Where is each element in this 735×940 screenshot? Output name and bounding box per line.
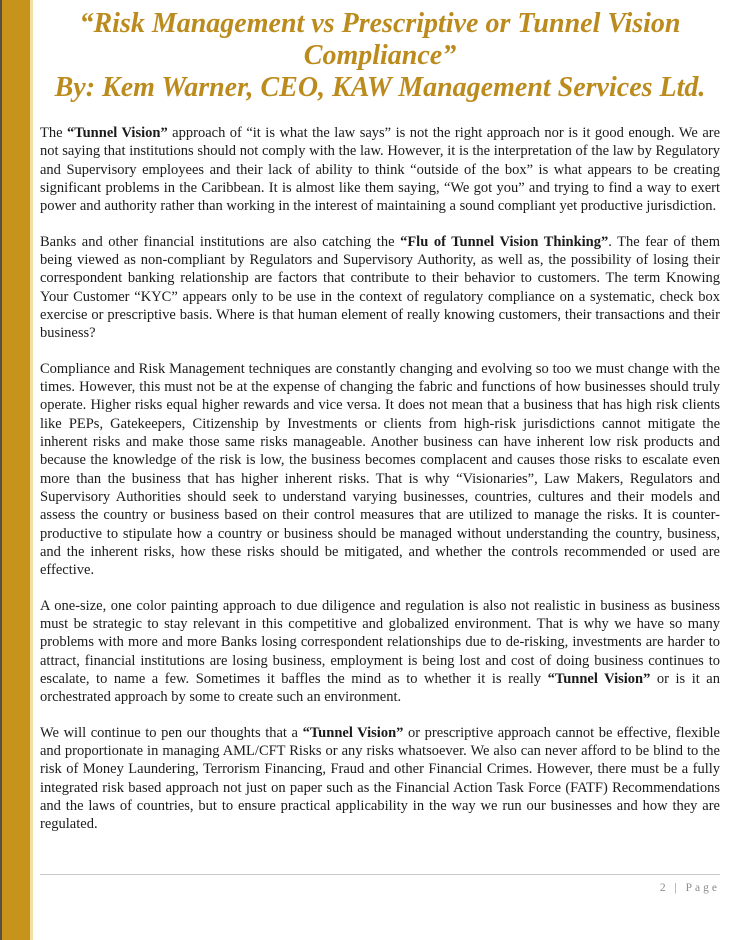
- paragraph: [40, 597, 720, 707]
- document-title: [40, 8, 720, 104]
- bold-text-run: “Tunnel Vision”: [547, 670, 651, 687]
- bold-text-run: “Tunnel Vision”: [302, 724, 404, 741]
- text-run: or prescriptive approach cannot be effective, flexible and proportionate in managing AML/CFT Risks or any risks whatsoever. We also can never afford to be blind to the risk of Money Laundering, Terrorism Financing, Fraud and other Financial Crimes. However, there must be a fully integrated risk based approach not just on paper such as the Financial Action Task Force (FATF) Recommendations and the laws of countries, but to ensure practical applicability in the way we run our businesses and how they are regulated.: [40, 724, 720, 833]
- text-run: Banks and other financial institutions are also catching the: [40, 233, 401, 250]
- title-line-2: Compliance”: [303, 40, 457, 71]
- byline: By: Kem Warner, CEO, KAW Management Services Ltd.: [54, 72, 706, 103]
- bold-text-run: “Flu of Tunnel Vision Thinking”: [400, 233, 609, 250]
- paragraph: [40, 360, 720, 580]
- title-line-1: “Risk Management vs Prescriptive or Tunnel Vision: [79, 8, 681, 39]
- paragraph: [40, 233, 720, 343]
- text-run: approach of “it is what the law says” is not the right approach nor is it good enough. We are not saying that institutions should not comply with the law. However, it is the interpretation of the law by Regulatory and Supervisory employees and their lack of ability to think “outside of the box” is what appears to be creating significant problems in the Caribbean. It is almost like them saying, “We got you” and trying to find a way to exert power and authority rather than working in the interest of maintaining a sound compliant yet productive jurisdiction.: [40, 125, 721, 215]
- text-run: The: [40, 125, 68, 141]
- document-body: [40, 124, 720, 833]
- gold-accent-bar: [0, 0, 33, 940]
- text-run: or is it an orchestrated approach by some to create such an environment.: [40, 670, 720, 706]
- paragraph: [40, 124, 720, 216]
- text-run: . The fear of them being viewed as non-compliant by Regulators and Supervisory Authority, as well as, the possibility of losing their correspondent banking relationship are factors that contribute to their behavior to customers. The term Knowing Your Customer “KYC” appears only to be use in the context of regulatory compliance on a systematic, check box exercise or prescriptive basis. Where is that human element of really knowing customers, their transactions and their business?: [40, 233, 720, 342]
- paragraph: [40, 724, 720, 834]
- text-run: We will continue to pen our thoughts that a: [40, 724, 303, 741]
- document-content: [40, 8, 720, 850]
- bold-text-run: “Tunnel Vision”: [67, 125, 168, 141]
- page-number-label: 2 | Page: [659, 882, 720, 894]
- page-footer: [40, 874, 720, 896]
- text-run: A one-size, one color painting approach to due diligence and regulation is also not realistic in business as business must be strategic to stay relevant in this competitive and globalized environment. That is why we have so many problems with more and more Banks losing correspondent relationships due to de-risking, investments are harder to attract, financial institutions are losing business, employment is being lost and cost of doing business continues to escalate, to name a few. Sometimes it baffles the mind as to whether it is really: [40, 597, 720, 687]
- text-run: Compliance and Risk Management techniques are constantly changing and evolving so too we must change with the times. However, this must not be at the expense of changing the fabric and functions of how businesses should truly operate. Higher risks equal higher rewards and vice versa. It does not mean that a business that has high risk clients like PEPs, Gatekeepers, Citizenship by Investments or clients from high-risk jurisdictions cannot mitigate the inherent risks and make those same risks manageable. Another business can have inherent low risk products and because the knowledge of the risk is low, the business becomes complacent and causes those risks to escalate even more than the business that has higher inherent risks. That is why “Visionaries”, Law Makers, Regulators and Supervisory Authorities should seek to understand varying businesses, countries, cultures and their models and assess the country or business based on their control measures that are utilized to manage the risks. It is counter-productive to stipulate how a country or business should be managed without understanding the country, business, and the inherent risks, how these risks should be mitigated, and whether the controls recommended or used are effective.: [40, 360, 720, 579]
